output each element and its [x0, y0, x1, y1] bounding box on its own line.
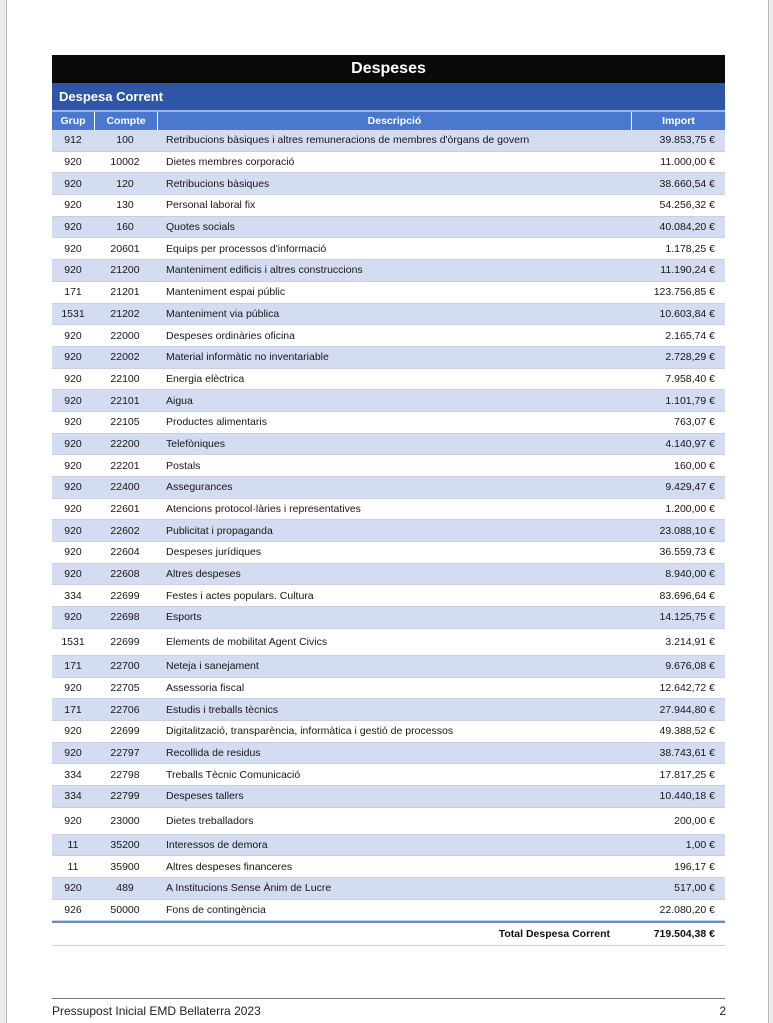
cell-import: 200,00 € [674, 814, 715, 827]
table-row [52, 477, 725, 499]
cell-grup: 920 [64, 746, 82, 759]
table-row [52, 808, 725, 835]
cell-grup: 920 [64, 524, 82, 537]
cell-grup: 920 [64, 814, 82, 827]
cell-import: 517,00 € [674, 882, 715, 895]
cell-grup: 171 [64, 286, 82, 299]
table-row [52, 130, 725, 152]
table-title: Despeses [52, 55, 725, 83]
cell-import: 9.676,08 € [665, 660, 715, 673]
cell-import: 1.178,25 € [665, 242, 715, 255]
cell-descripcio: Telefòniques [166, 437, 225, 450]
cell-compte: 489 [116, 882, 134, 895]
header-import: Import [662, 115, 695, 127]
table-row [52, 217, 725, 239]
cell-compte: 22101 [110, 394, 140, 407]
cell-compte: 22608 [110, 568, 140, 581]
cell-import: 22.080,20 € [659, 904, 715, 917]
cell-import: 54.256,32 € [659, 199, 715, 212]
cell-grup: 920 [64, 199, 82, 212]
page-number: 2 [719, 1004, 726, 1018]
cell-compte: 120 [116, 177, 134, 190]
cell-compte: 22105 [110, 416, 140, 429]
cell-compte: 22700 [110, 660, 140, 673]
cell-grup: 920 [64, 568, 82, 581]
cell-descripcio: Manteniment espai públic [166, 286, 286, 299]
cell-grup: 920 [64, 394, 82, 407]
table-row [52, 390, 725, 412]
cell-compte: 100 [116, 134, 134, 147]
cell-compte: 21200 [110, 264, 140, 277]
cell-import: 763,07 € [674, 416, 715, 429]
column-headers [52, 112, 725, 130]
cell-import: 8.940,00 € [665, 568, 715, 581]
cell-descripcio: Interessos de demora [166, 838, 268, 851]
cell-grup: 920 [64, 481, 82, 494]
cell-import: 39.853,75 € [659, 134, 715, 147]
footer-divider [52, 998, 725, 999]
cell-import: 10.440,18 € [659, 790, 715, 803]
cell-descripcio: Digitalització, transparència, informàtica i gestió de processos [166, 725, 454, 738]
cell-compte: 21201 [110, 286, 140, 299]
cell-import: 23.088,10 € [659, 524, 715, 537]
cell-compte: 23000 [110, 814, 140, 827]
header-compte: Compte [95, 112, 158, 130]
cell-compte: 22100 [110, 372, 140, 385]
cell-descripcio: Assegurances [166, 481, 233, 494]
table-row [52, 455, 725, 477]
cell-compte: 22797 [110, 746, 140, 759]
cell-compte: 20601 [110, 242, 140, 255]
cell-grup: 920 [64, 329, 82, 342]
cell-descripcio: Postals [166, 459, 201, 472]
cell-descripcio: Esports [166, 611, 202, 624]
cell-import: 17.817,25 € [659, 768, 715, 781]
cell-descripcio: Equips per processos d'informació [166, 242, 327, 255]
cell-descripcio: Publicitat i propaganda [166, 524, 273, 537]
cell-compte: 22705 [110, 681, 140, 694]
table-row [52, 173, 725, 195]
cell-descripcio: Festes i actes populars. Cultura [166, 589, 314, 602]
cell-grup: 1531 [61, 307, 85, 320]
table-row [52, 835, 725, 857]
cell-grup: 334 [64, 790, 82, 803]
cell-compte: 130 [116, 199, 134, 212]
cell-descripcio: Altres despeses [166, 568, 241, 581]
cell-descripcio: Treballs Tècnic Comunicació [166, 768, 301, 781]
cell-compte: 21202 [110, 307, 140, 320]
cell-grup: 1531 [61, 635, 85, 648]
cell-descripcio: Altres despeses financeres [166, 860, 293, 873]
table-row [52, 152, 725, 174]
cell-descripcio: Dietes membres corporació [166, 156, 295, 169]
table-row [52, 564, 725, 586]
cell-import: 9.429,47 € [665, 481, 715, 494]
cell-import: 36.559,73 € [659, 546, 715, 559]
cell-descripcio: Neteja i sanejament [166, 660, 259, 673]
table-row [52, 499, 725, 521]
cell-descripcio: Retribucions bàsiques [166, 177, 270, 190]
cell-compte: 22601 [110, 503, 140, 516]
table-row [52, 585, 725, 607]
cell-grup: 920 [64, 177, 82, 190]
cell-compte: 22799 [110, 790, 140, 803]
table-row [52, 656, 725, 678]
cell-import: 196,17 € [674, 860, 715, 873]
cell-compte: 35900 [110, 860, 140, 873]
header-descripcio: Descripció [158, 112, 632, 130]
cell-grup: 920 [64, 372, 82, 385]
expense-table [52, 55, 725, 946]
cell-import: 7.958,40 € [665, 372, 715, 385]
cell-compte: 22699 [110, 589, 140, 602]
cell-import: 38.743,61 € [659, 746, 715, 759]
cell-compte: 22201 [110, 459, 140, 472]
cell-descripcio: Aigua [166, 394, 193, 407]
cell-import: 3.214,91 € [665, 635, 715, 648]
table-row [52, 678, 725, 700]
cell-grup: 171 [64, 703, 82, 716]
cell-compte: 22602 [110, 524, 140, 537]
cell-grup: 11 [67, 838, 79, 851]
cell-descripcio: Manteniment edificis i altres construccions [166, 264, 363, 277]
table-row [52, 629, 725, 656]
table-row [52, 764, 725, 786]
table-row [52, 260, 725, 282]
cell-compte: 22706 [110, 703, 140, 716]
cell-import: 1,00 € [685, 838, 715, 851]
cell-grup: 334 [64, 768, 82, 781]
cell-import: 1.101,79 € [665, 394, 715, 407]
table-row [52, 434, 725, 456]
table-row [52, 347, 725, 369]
table-row [52, 856, 725, 878]
cell-import: 12.642,72 € [659, 681, 715, 694]
cell-grup: 920 [64, 546, 82, 559]
cell-import: 11.190,24 € [660, 264, 715, 277]
cell-descripcio: Quotes socials [166, 221, 235, 234]
total-value: 719.504,38 € [653, 928, 715, 941]
cell-compte: 22200 [110, 437, 140, 450]
cell-import: 2.165,74 € [665, 329, 715, 342]
cell-import: 2.728,29 € [665, 351, 715, 364]
cell-compte: 22699 [110, 725, 140, 738]
cell-import: 11.000,00 € [660, 156, 715, 169]
cell-compte: 22699 [110, 635, 140, 648]
cell-grup: 926 [64, 904, 82, 917]
cell-compte: 22002 [110, 351, 140, 364]
cell-descripcio: Manteniment via pública [166, 307, 280, 320]
total-label: Total Despesa Corrent [498, 928, 610, 941]
cell-compte: 22400 [110, 481, 140, 494]
table-row [52, 721, 725, 743]
cell-compte: 22000 [110, 329, 140, 342]
table-row [52, 195, 725, 217]
cell-descripcio: Dietes treballadors [166, 814, 254, 827]
table-row [52, 520, 725, 542]
table-body [52, 130, 725, 921]
table-row [52, 238, 725, 260]
document-page [6, 0, 769, 1023]
cell-grup: 920 [64, 503, 82, 516]
cell-import: 49.388,52 € [659, 725, 715, 738]
table-row [52, 900, 725, 922]
cell-grup: 171 [64, 660, 82, 673]
cell-compte: 35200 [110, 838, 140, 851]
cell-descripcio: Fons de contingència [166, 904, 266, 917]
cell-descripcio: Energia elèctrica [166, 372, 245, 385]
table-row [52, 878, 725, 900]
cell-import: 38.660,54 € [659, 177, 715, 190]
cell-import: 4.140,97 € [665, 437, 715, 450]
cell-descripcio: Assessoria fiscal [166, 681, 245, 694]
cell-grup: 920 [64, 242, 82, 255]
cell-descripcio: Despeses tallers [166, 790, 244, 803]
cell-import: 40.084,20 € [659, 221, 715, 234]
cell-grup: 920 [64, 882, 82, 895]
cell-descripcio: Estudis i treballs tècnics [166, 703, 279, 716]
cell-descripcio: Material informàtic no inventariable [166, 351, 329, 364]
table-row [52, 282, 725, 304]
table-row [52, 412, 725, 434]
total-row [52, 921, 725, 946]
cell-grup: 920 [64, 351, 82, 364]
table-row [52, 369, 725, 391]
cell-import: 1.200,00 € [665, 503, 715, 516]
cell-descripcio: Elements de mobilitat Agent Civics [166, 635, 328, 648]
footer-title: Pressupost Inicial EMD Bellaterra 2023 [52, 1004, 261, 1018]
cell-descripcio: A Institucions Sense Ànim de Lucre [166, 882, 332, 895]
table-row [52, 304, 725, 326]
cell-compte: 160 [116, 221, 134, 234]
cell-descripcio: Personal laboral fix [166, 199, 256, 212]
cell-grup: 920 [64, 156, 82, 169]
cell-grup: 920 [64, 459, 82, 472]
cell-grup: 920 [64, 416, 82, 429]
cell-import: 123.756,85 € [653, 286, 715, 299]
cell-import: 27.944,80 € [659, 703, 715, 716]
cell-import: 83.696,64 € [659, 589, 715, 602]
table-row [52, 542, 725, 564]
cell-grup: 920 [64, 437, 82, 450]
cell-grup: 334 [64, 589, 82, 602]
section-title: Despesa Corrent [52, 83, 725, 112]
cell-descripcio: Productes alimentaris [166, 416, 267, 429]
cell-compte: 50000 [110, 904, 140, 917]
table-row [52, 743, 725, 765]
cell-compte: 22798 [110, 768, 140, 781]
cell-grup: 11 [67, 860, 79, 873]
table-row [52, 699, 725, 721]
cell-compte: 22698 [110, 611, 140, 624]
cell-import: 160,00 € [674, 459, 715, 472]
cell-grup: 920 [64, 221, 82, 234]
table-row [52, 607, 725, 629]
cell-descripcio: Retribucions bàsiques i altres remuneracions de membres d'òrgans de govern [166, 134, 530, 147]
cell-compte: 10002 [110, 156, 140, 169]
cell-import: 14.125,75 € [659, 611, 715, 624]
cell-import: 10.603,84 € [659, 307, 715, 320]
cell-grup: 920 [64, 611, 82, 624]
cell-grup: 912 [64, 134, 82, 147]
cell-compte: 22604 [110, 546, 140, 559]
table-row [52, 786, 725, 808]
cell-grup: 920 [64, 681, 82, 694]
table-row [52, 325, 725, 347]
cell-descripcio: Despeses jurídiques [166, 546, 262, 559]
cell-descripcio: Despeses ordinàries oficina [166, 329, 295, 342]
cell-descripcio: Recollida de residus [166, 746, 261, 759]
cell-descripcio: Atencions protocol·làries i representatives [166, 503, 361, 516]
cell-grup: 920 [64, 264, 82, 277]
header-grup: Grup [52, 112, 95, 130]
cell-grup: 920 [64, 725, 82, 738]
